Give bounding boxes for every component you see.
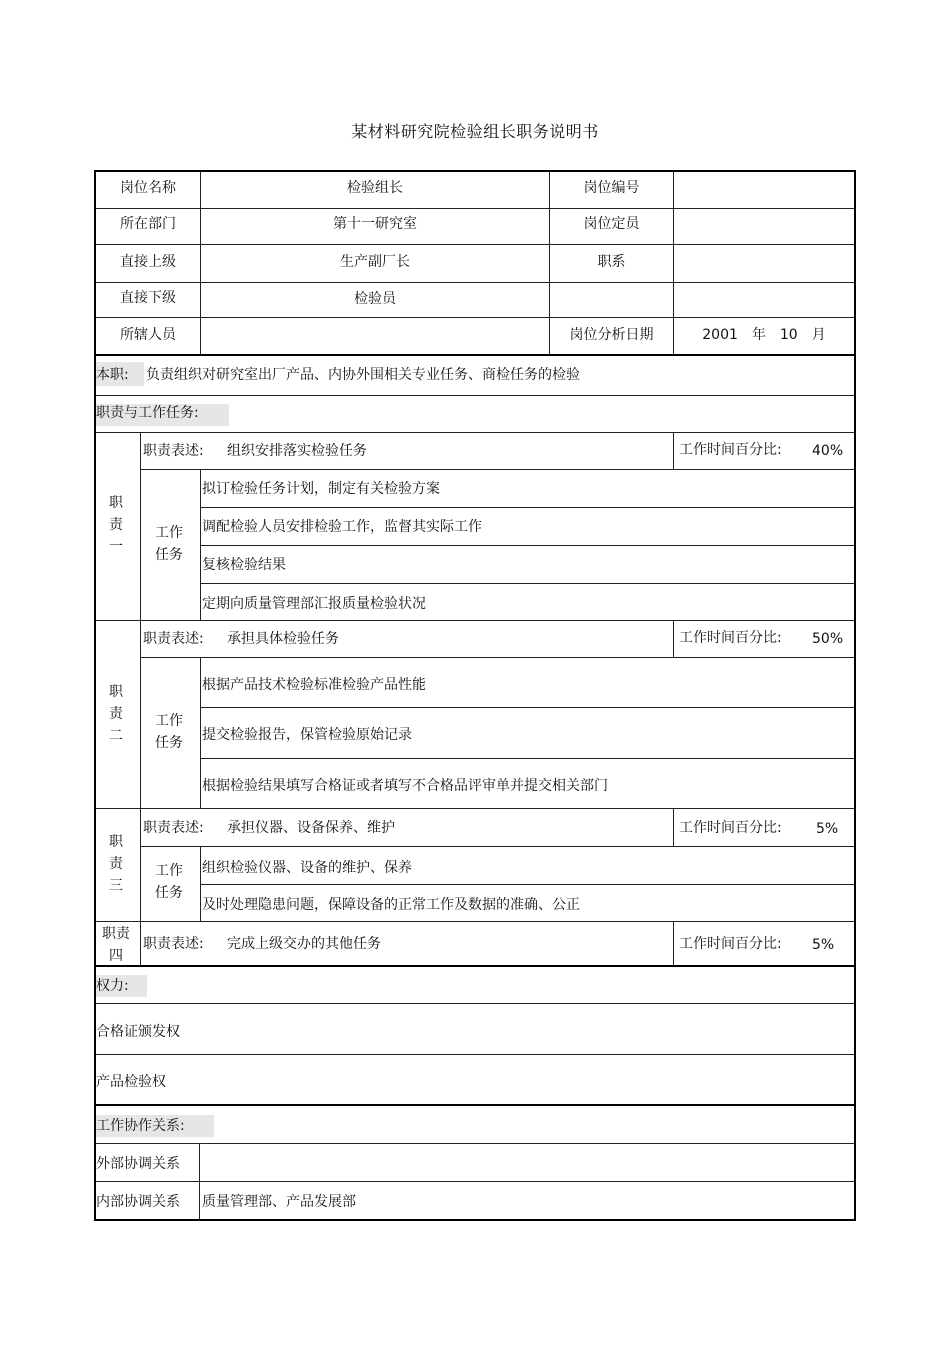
row-divider [200,545,854,546]
duty-4-time-pct: 5% [812,937,835,953]
duty-4-desc: 完成上级交办的其他任务 [227,936,381,952]
duty-3-desc-label: 职责表述: [143,820,204,836]
duty-2-tasks-label: 工作 任务 [155,713,183,751]
duty-1-time-pct: 40% [812,443,844,459]
row-divider [96,620,854,621]
duty-3-task-1: 组织检验仪器、设备的维护、保养 [202,860,412,876]
row-divider [96,244,854,245]
internal-coordination-label: 内部协调关系 [96,1194,180,1210]
row-divider [96,317,854,318]
duty-3-time-pct: 5% [816,821,839,837]
row-divider [96,965,854,967]
duty-1-name: 职 责 一 [109,495,123,555]
col-divider [673,432,674,469]
superior-value: 生产副厂长 [340,254,410,270]
duty-1-desc-label: 职责表述: [143,443,204,459]
authority-item-2: 产品检验权 [96,1074,166,1090]
duty-1-desc: 组织安排落实检验任务 [227,443,367,459]
duty-2-task-3: 根据检验结果填写合格证或者填写不合格品评审单并提交相关部门 [202,778,608,794]
authority-item-1: 合格证颁发权 [96,1024,180,1040]
col-divider [200,469,201,620]
department-label: 所在部门 [120,216,176,232]
duty-2-desc: 承担具体检验任务 [227,631,339,647]
row-divider [96,395,854,396]
duty-3-task-2: 及时处理隐患问题，保障设备的正常工作及数据的准确、公正 [202,897,580,913]
row-divider [141,657,854,658]
analysis-date-value: 2001 年 10 月 [702,327,826,343]
col-divider [200,846,201,921]
subordinate-label: 直接下级 [120,290,176,306]
row-divider [96,432,854,433]
row-divider [96,1003,854,1004]
subordinate-value: 检验员 [354,291,396,307]
duty-1-task-2: 调配检验人员安排检验工作，监督其实际工作 [202,519,482,535]
row-divider [96,1104,854,1106]
position-name-value: 检验组长 [347,180,403,196]
duty-2-time-pct: 50% [812,631,844,647]
row-divider [96,921,854,922]
document-title: 某材料研究院检验组长职务说明书 [351,122,599,141]
duty-3-tasks-label: 工作 任务 [155,863,183,901]
external-coordination-label: 外部协调关系 [96,1156,180,1172]
duty-1-task-1: 拟订检验任务计划，制定有关检验方案 [202,481,440,497]
duty-4-time-label: 工作时间百分比: [679,936,782,952]
summary-label: 本职: [96,367,129,383]
internal-coordination-value: 质量管理部、产品发展部 [202,1194,356,1210]
headcount-label: 岗位定员 [583,216,640,232]
job-family-label: 职系 [597,254,626,270]
department-value: 第十一研究室 [333,216,417,232]
row-divider [200,884,854,885]
duty-1-tasks-label: 工作 任务 [155,525,183,563]
duty-2-time-label: 工作时间百分比: [679,630,782,646]
row-divider [96,1054,854,1055]
duty-4-name: 职责 四 [102,926,130,964]
row-divider [200,507,854,508]
jurisdiction-label: 所辖人员 [120,327,176,343]
duty-2-task-1: 根据产品技术检验标准检验产品性能 [202,677,426,693]
duty-1-task-3: 复核检验结果 [202,557,286,573]
row-divider [96,808,854,809]
duty-4-desc-label: 职责表述: [143,936,204,952]
col-divider [673,620,674,657]
row-divider [96,1181,854,1182]
duty-3-name: 职 责 三 [109,834,123,894]
col-divider [199,1143,200,1219]
duty-2-name: 职 责 二 [109,684,123,744]
authority-label: 权力: [96,978,129,994]
duty-1-task-4: 定期向质量管理部汇报质量检验状况 [202,596,426,612]
row-divider [200,583,854,584]
superior-label: 直接上级 [120,254,176,270]
row-divider [141,469,854,470]
row-divider [200,758,854,759]
row-divider [96,208,854,209]
duty-2-desc-label: 职责表述: [143,631,204,647]
col-divider [140,432,141,965]
analysis-date-label: 岗位分析日期 [569,327,654,343]
row-divider [96,354,854,356]
row-divider [96,282,854,283]
col-divider [673,921,674,965]
duty-2-task-2: 提交检验报告，保管检验原始记录 [202,727,412,743]
row-divider [141,846,854,847]
row-divider [96,1143,854,1144]
col-divider [673,808,674,846]
position-no-label: 岗位编号 [583,180,640,196]
summary-text: 负责组织对研究室出厂产品、内协外围相关专业任务、商检任务的检验 [146,367,580,383]
duty-3-desc: 承担仪器、设备保养、维护 [227,820,395,836]
col-divider [200,657,201,808]
cooperation-label: 工作协作关系: [96,1118,185,1134]
duty-1-time-label: 工作时间百分比: [679,442,782,458]
duty-3-time-label: 工作时间百分比: [679,820,782,836]
position-name-label: 岗位名称 [120,180,176,196]
row-divider [200,707,854,708]
duties-heading: 职责与工作任务: [96,405,199,421]
